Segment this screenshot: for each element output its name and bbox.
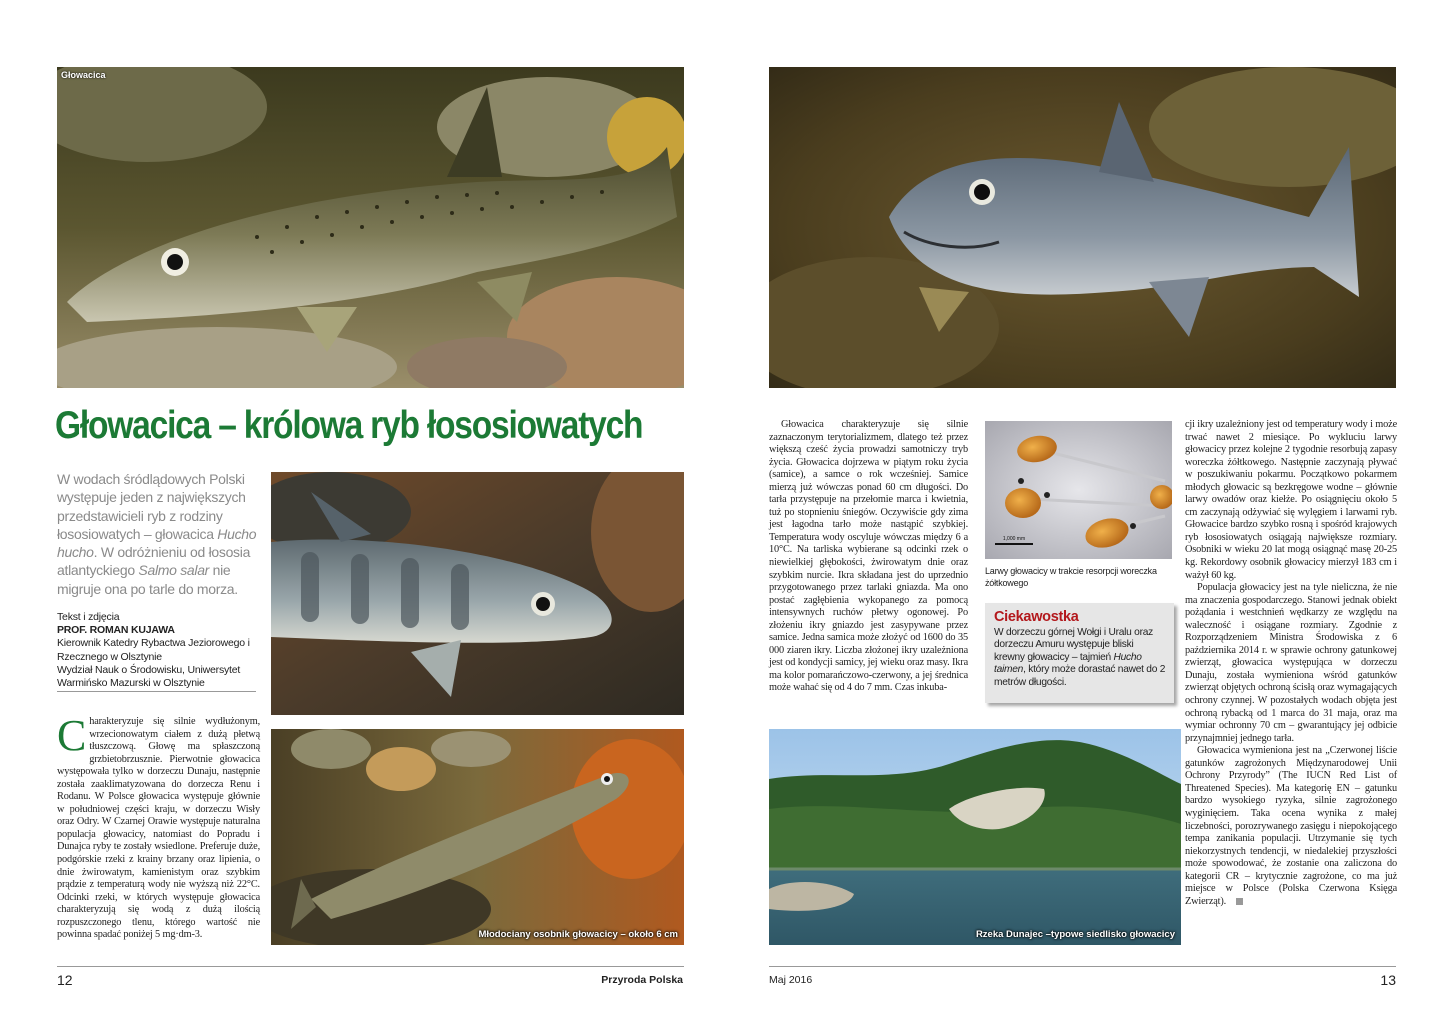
drop-cap: C (57, 711, 87, 760)
photo-huchen-adult (57, 67, 684, 388)
article-column-3 (1185, 419, 1397, 908)
lead-text-2: . W odróżnieniu od łososia atlantyckiego (57, 544, 251, 579)
byline (57, 611, 262, 690)
lead-text-3: nie migruje ona po tarle do morza. (57, 562, 238, 597)
column-3-paragraph-1: cji ikry uzależniony jest od temperatury wody i może trwać nawet 2 miesiące. Po wykluciu larwy głowacicy przez kolejne 2 tygodnie resorbują zapasy woreczka żółtkowego. Następnie zaczynają pływać w poszukiwaniu pokarmu. Początkowo pokarmem młodych głowacic są bezkręgowe wodne – głównie larwy owadów oraz kiełże. Po osiągnięciu około 5 cm zaczynają odżywiać się wylęgiem i larwami ryb. Głowacice bardzo szybko rosną i spośród krajowych ryb łososiowatych osiągają największe rozmiary. Osobniki w wieku 20 lat mogą osiągnąć masę 20-25 kg. Rekordowy osobnik głowacicy mierzył 183 cm i ważył 60 kg. (1185, 419, 1397, 581)
byline-affiliation-1: Kierownik Katedry Rybactwa Jeziorowego i Rzecznego w Olsztynie (57, 637, 250, 663)
fun-fact-text-1: W dorzeczu górnej Wołgi i Uralu oraz dorzeczu Amuru występuje bliski krewny głowacicy – tajmień (994, 627, 1153, 663)
juvenile-photo-caption: Młodociany osobnik głowacicy – około 6 cm (478, 929, 678, 940)
article-lead (57, 470, 262, 598)
river-photo-caption: Rzeka Dunajec –typowe siedlisko głowacicy (975, 929, 1175, 940)
lead-text-1: W wodach śródlądowych Polski występuje jeden z największych przedstawicieli ryb z rodziny łososiowatych – głowacica (57, 471, 246, 542)
article-title: Głowacica – królowa ryb łososiowatych (55, 404, 643, 447)
fun-fact-box (985, 603, 1174, 703)
article-column-2 (769, 419, 968, 695)
photo-juvenile-huchen (271, 729, 684, 945)
fun-fact-text (994, 627, 1166, 689)
issue-date: Maj 2016 (769, 974, 813, 986)
column-3-paragraph-3-text: Głowacica wymieniona jest na „Czerwonej liście gatunków zagrożonych Międzynarodowej Unii Ochrony Przyrody” (The IUCN Red List of Threatened Species). Ma kategorię EN – gatunku bardzo wysokiego ryzyka, silnie zagrożonego wyginięciem. Taka ocena wynika z małej liczebności, porozrywanego zasięgu i niepokojącego tempa zanikania populacji. Utrzymanie się tych niekorzystnych tendencji, w niedalekiej przyszłości może spowodować, że zostanie ona zaliczona do kategorii CR – krytycznie zagrożone, co ma już miejsce w Polsce (Polska Czerwona Księga Zwierząt). (1185, 745, 1397, 907)
column-2-text: Głowacica charakteryzuje się silnie zaznaczonym terytorializmem, dlatego też przez większą cześć życia prowadzi samotniczy tryb życia. Głowacica dojrzewa w piątym roku życia (samice), a samce o rok wcześniej. Samice mierzą już wówczas ponad 60 cm długości. Do tarła przystępuje na przełomie marca i kwietnia, tuż po stopnieniu śniegów. Oczywiście gdy zima jest łagodna tarło może nastąpić szybkiej. Temperatura wody oscyluje wówczas między 6 a 10°C. Na tarliska wybierane są odcinki rzek o niewielkiej głębokości, żwirowatym dnie oraz szybkim nurcie. Ikra składana jest do uprzednio przygotowanego przez tarlaki gniazda. Ma ono postać zagłębienia wykopanego za pomocą intensywnych ruchów płetwy ogonowej. Po złożeniu ikry gniazdo jest zasypywane przez samice. Jedna samica może złożyć od 1600 do 35 000 ziaren ikry. Liczba złożonej ikry uzależniona jest od kondycji samicy, jej wieku oraz masy. Ikra ma kolor pomarańczowo-czerwony, a jej średnica może wahać się od 4 do 7 mm. Czas inkuba- (769, 419, 968, 694)
lead-latin-2: Salmo salar (138, 562, 210, 579)
byline-author: PROF. ROMAN KUJAWA (57, 624, 175, 637)
page-number-right: 13 (1380, 972, 1396, 988)
footer-rule-right (769, 966, 1396, 967)
end-mark-icon (1236, 898, 1243, 905)
fun-fact-latin: Hucho taimen (994, 651, 1142, 676)
page-number-left: 12 (57, 972, 73, 988)
photo-dunajec-river (769, 729, 1181, 945)
magazine-name: Przyroda Polska (601, 974, 683, 986)
byline-affiliation-2: Wydział Nauk o Środowisku, Uniwersytet Warmińsko Mazurski w Olsztynie (57, 663, 241, 690)
column-3-paragraph-3 (1185, 745, 1397, 908)
byline-divider (57, 691, 256, 692)
fun-fact-text-2: , który może dorastać nawet do 2 metrów długości. (994, 664, 1166, 688)
footer-rule-left (57, 966, 684, 967)
photo-huchen-side (271, 472, 684, 715)
column-1-text: harakteryzuje się silnie wydłużonym, wrzecionowatym ciałem z dużą płetwą tłuszczową. Głowę ma spłaszczoną grzbietobrzusznie. Pierwotnie głowacica występowała tylko w dorzeczu Dunaju, następnie została zaaklimatyzowana do dorzecza Renu i Rodanu. W Polsce głowacica występuje głównie w południowej części kraju, w dorzeczu Wisły oraz Odry. W Czarnej Orawie występuje naturalna populacja głowacicy, natomiast do Popradu i Dunajca ryby te zostały wsiedlone. Preferuje duże, podgórskie rzeki z krainy brzany oraz lipienia, o dnie żwirowatym, kamienistym oraz szybkim prądzie z temperaturą wody nie wyższą niż 22°C. Odcinki rzeki, w których występuje głowacica charakteryzują się wodą z dużą ilością rozpuszczonego tlenu, którego wartość nie powinna spadać poniżej 5 mg·dm-3. (57, 716, 260, 941)
larvae-caption: Larwy głowacicy w trakcie resorpcji woreczka żółtkowego (985, 566, 1157, 588)
lead-latin-1: Hucho hucho (57, 525, 257, 561)
fun-fact-title: Ciekawostka (994, 609, 1079, 625)
hero-photo-caption: Głowacica (61, 70, 106, 80)
byline-label: Tekst i zdjęcia (57, 611, 120, 623)
article-column-1 (57, 711, 260, 942)
photo-huchen-front (769, 67, 1396, 388)
photo-larvae (985, 421, 1172, 559)
scale-bar-label: 1,000 mm (1002, 536, 1026, 542)
column-3-paragraph-2: Populacja głowacicy jest na tyle nieliczna, że nie ma znaczenia gospodarczego. Stanowi jednak obiekt pożądania i westchnień wędkarzy ze względu na waleczność i osiągane rozmiary. Zgodnie z Rozporządzeniem Ministra Środowiska z 6 października 2014 r. w sprawie ochrony gatunkowej zwierząt, głowacica występująca w dorzeczu Dunaju, została wymieniona wśród gatunków zwierząt objętych ochroną ścisłą oraz wymagających ochrony czynnej. W pozostałych wodach objęta jest ochroną rybacką od 1 marca do 31 maja, oraz ma wymiar ochronny 70 cm – gwarantujący jej odbicie przynajmniej jednego tarła. (1185, 582, 1397, 744)
